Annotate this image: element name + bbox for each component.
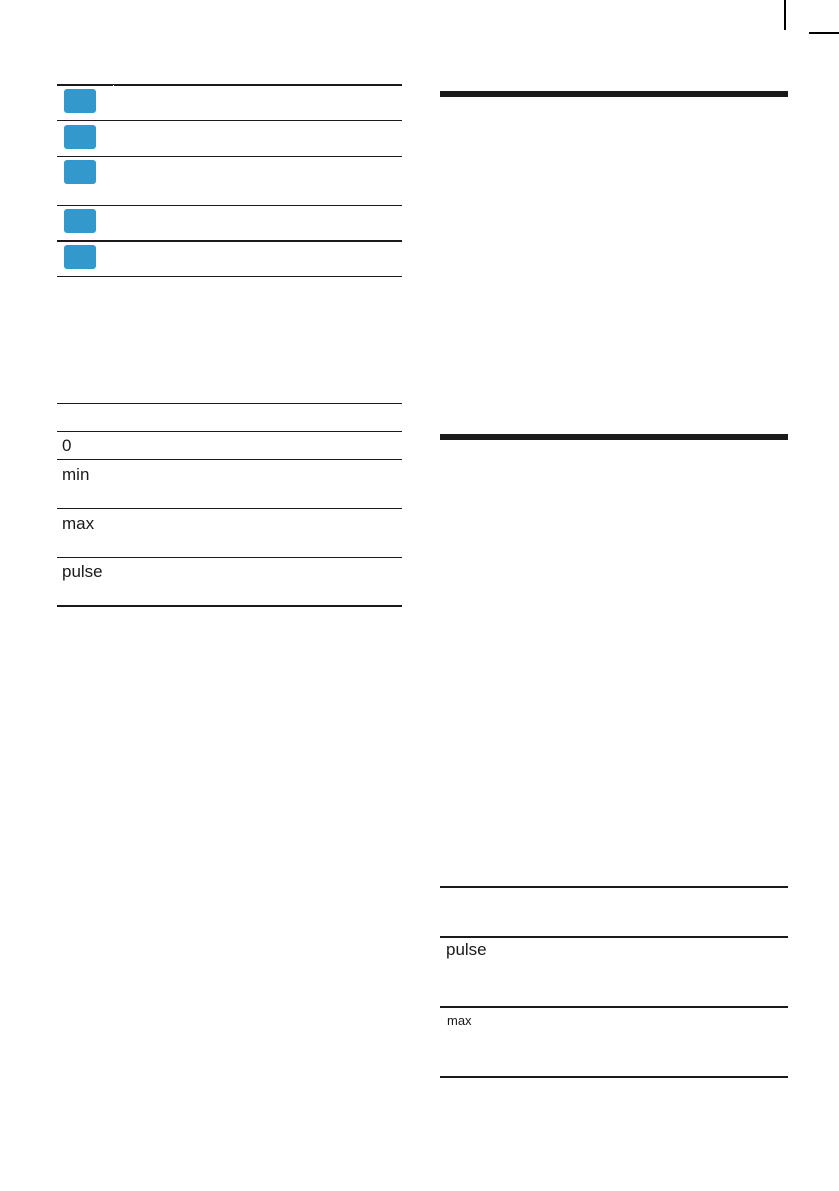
table-top-rule [57,84,402,86]
blue-square-icon [64,89,96,113]
table-row-rule [57,156,402,157]
crop-mark-top-left [784,0,786,30]
setting-label: pulse [62,562,103,581]
setting-label: 0 [62,436,72,455]
section-heading-bar [440,434,788,440]
blue-square-icon [64,125,96,149]
blue-square-icon [64,209,96,233]
setting-label: pulse [446,940,487,959]
table-top-rule [440,886,788,888]
table-row-rule [57,205,402,206]
setting-label: max [447,1013,472,1028]
setting-label: min [62,465,90,484]
column-divider [113,85,114,240]
table-row-rule [440,1006,788,1008]
section-heading-bar [440,91,788,97]
blue-square-icon [64,245,96,269]
table-bottom-rule [57,605,402,607]
table-bottom-rule [57,276,402,277]
table-row-rule [57,431,402,432]
table-row-rule [57,557,402,558]
setting-label: max [62,514,95,533]
blue-square-icon [64,160,96,184]
table-row-rule [57,120,402,121]
table-bottom-rule [440,1076,788,1078]
table-row-rule [57,240,402,242]
table-row-rule [57,508,402,509]
table-top-rule [57,403,402,404]
crop-mark-top-right [809,32,839,34]
table-row-rule [440,936,788,938]
table-row-rule [57,459,402,460]
